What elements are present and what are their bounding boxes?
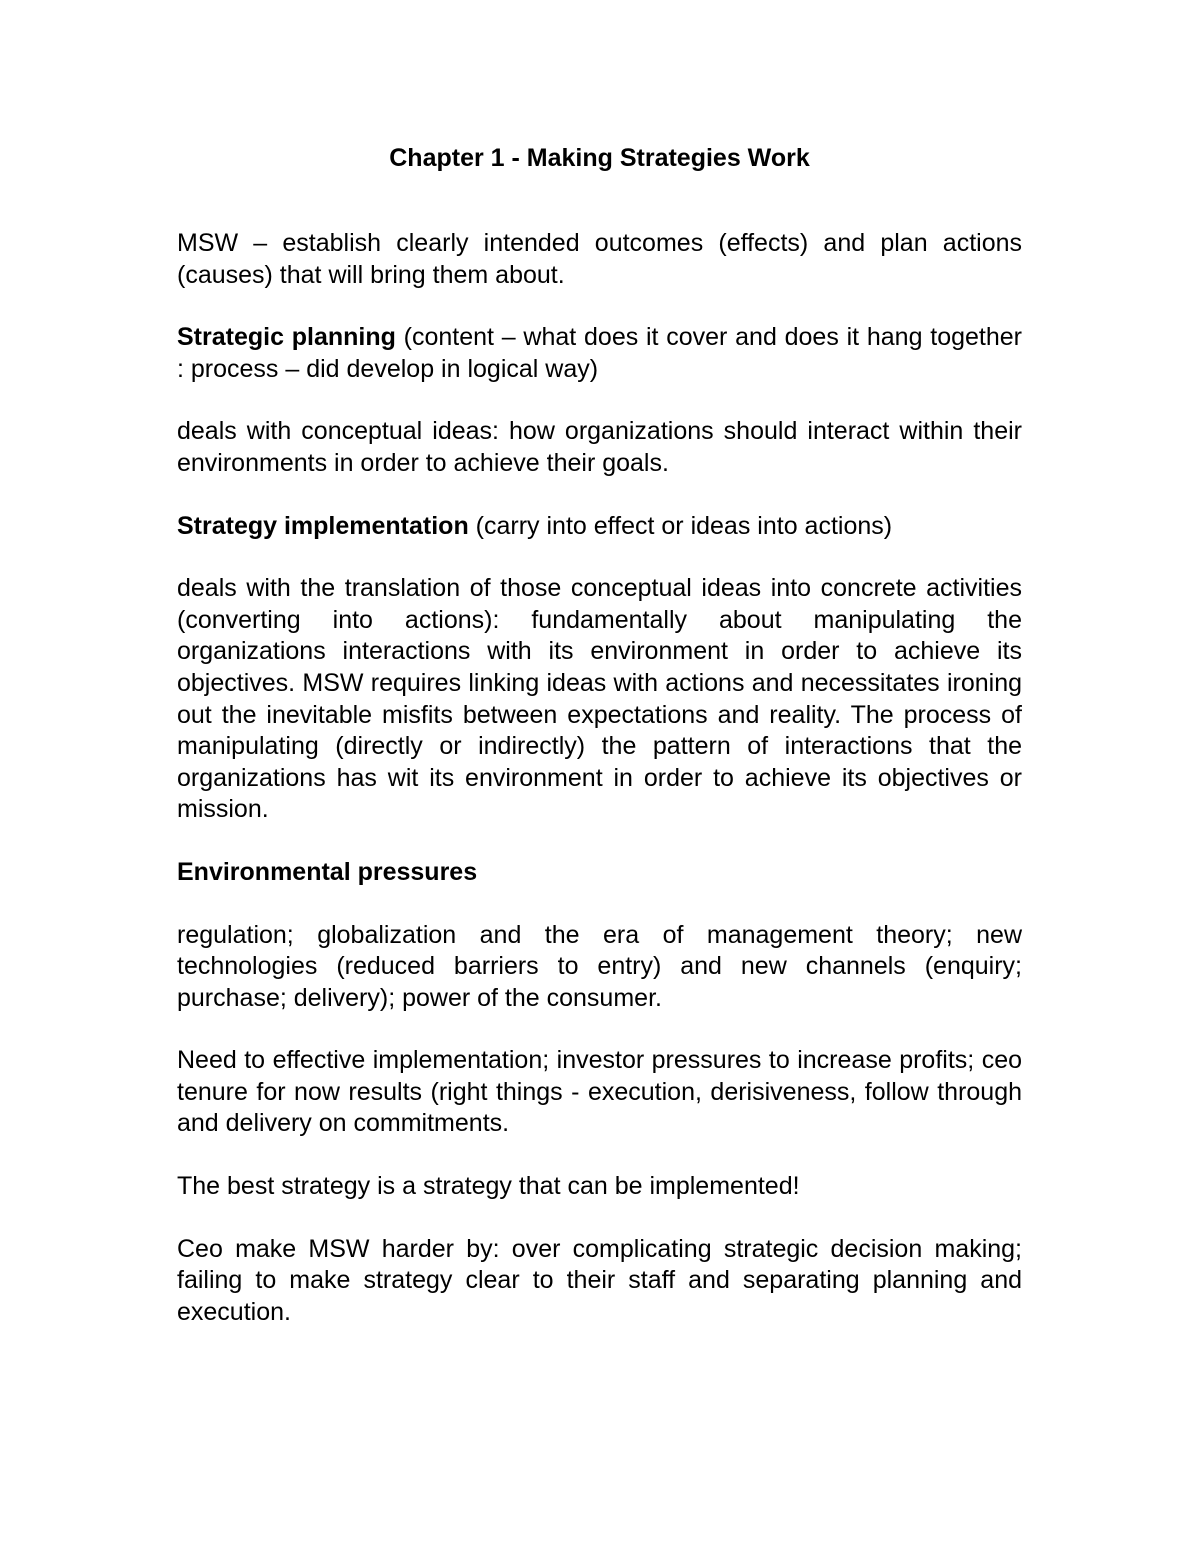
paragraph-ceo-harder: Ceo make MSW harder by: over complicating strategic decision making; failing to make strategy clear to their staff and separating planning and execution. [177,1234,1022,1326]
paragraph-strategic-planning [177,322,1022,385]
paragraph-best-strategy: The best strategy is a strategy that can be implemented! [177,1172,800,1201]
document-page [177,138,1022,1359]
paragraph-effective-implementation: Need to effective implementation; investor pressures to increase profits; ceo tenure for now results (right things - execution, derisiveness, follow through and delivery on commitments. [177,1046,1022,1138]
strategy-implementation-text: (carry into effect or ideas into actions) [468,511,893,540]
paragraph-regulation: regulation; globalization and the era of management theory; new technologies (reduced barriers to entry) and new channels (enquiry; purchase; delivery); power of the consumer. [177,920,1022,1012]
paragraph-strategy-implementation [177,511,1022,543]
strategic-planning-text: (content – what does it cover and does it hang together : process – did develop in logical way) [177,323,1022,383]
paragraph-environmental-pressures [177,857,1022,889]
paragraph-msw-definition: MSW – establish clearly intended outcomes (effects) and plan actions (causes) that will bring them about. [177,229,1022,289]
page-title: Chapter 1 - Making Strategies Work [389,144,810,172]
heading-strategic-planning: Strategic planning [177,323,396,352]
paragraph-translation: deals with the translation of those conceptual ideas into concrete activities (converting into actions): fundamentally about manipulating the organizations interactions with its environment in order to achieve its objectives. MSW requires linking ideas with actions and necessitates ironing out the inevitable misfits between expectations and reality. The process of manipulating (directly or indirectly) the pattern of interactions that the organizations has wit its environment in order to achieve its objectives or mission. [177,574,1022,824]
paragraph-conceptual-ideas: deals with conceptual ideas: how organizations should interact within their environments in order to achieve their goals. [177,417,1022,477]
heading-environmental-pressures: Environmental pressures [177,857,478,886]
heading-strategy-implementation: Strategy implementation [177,511,469,540]
